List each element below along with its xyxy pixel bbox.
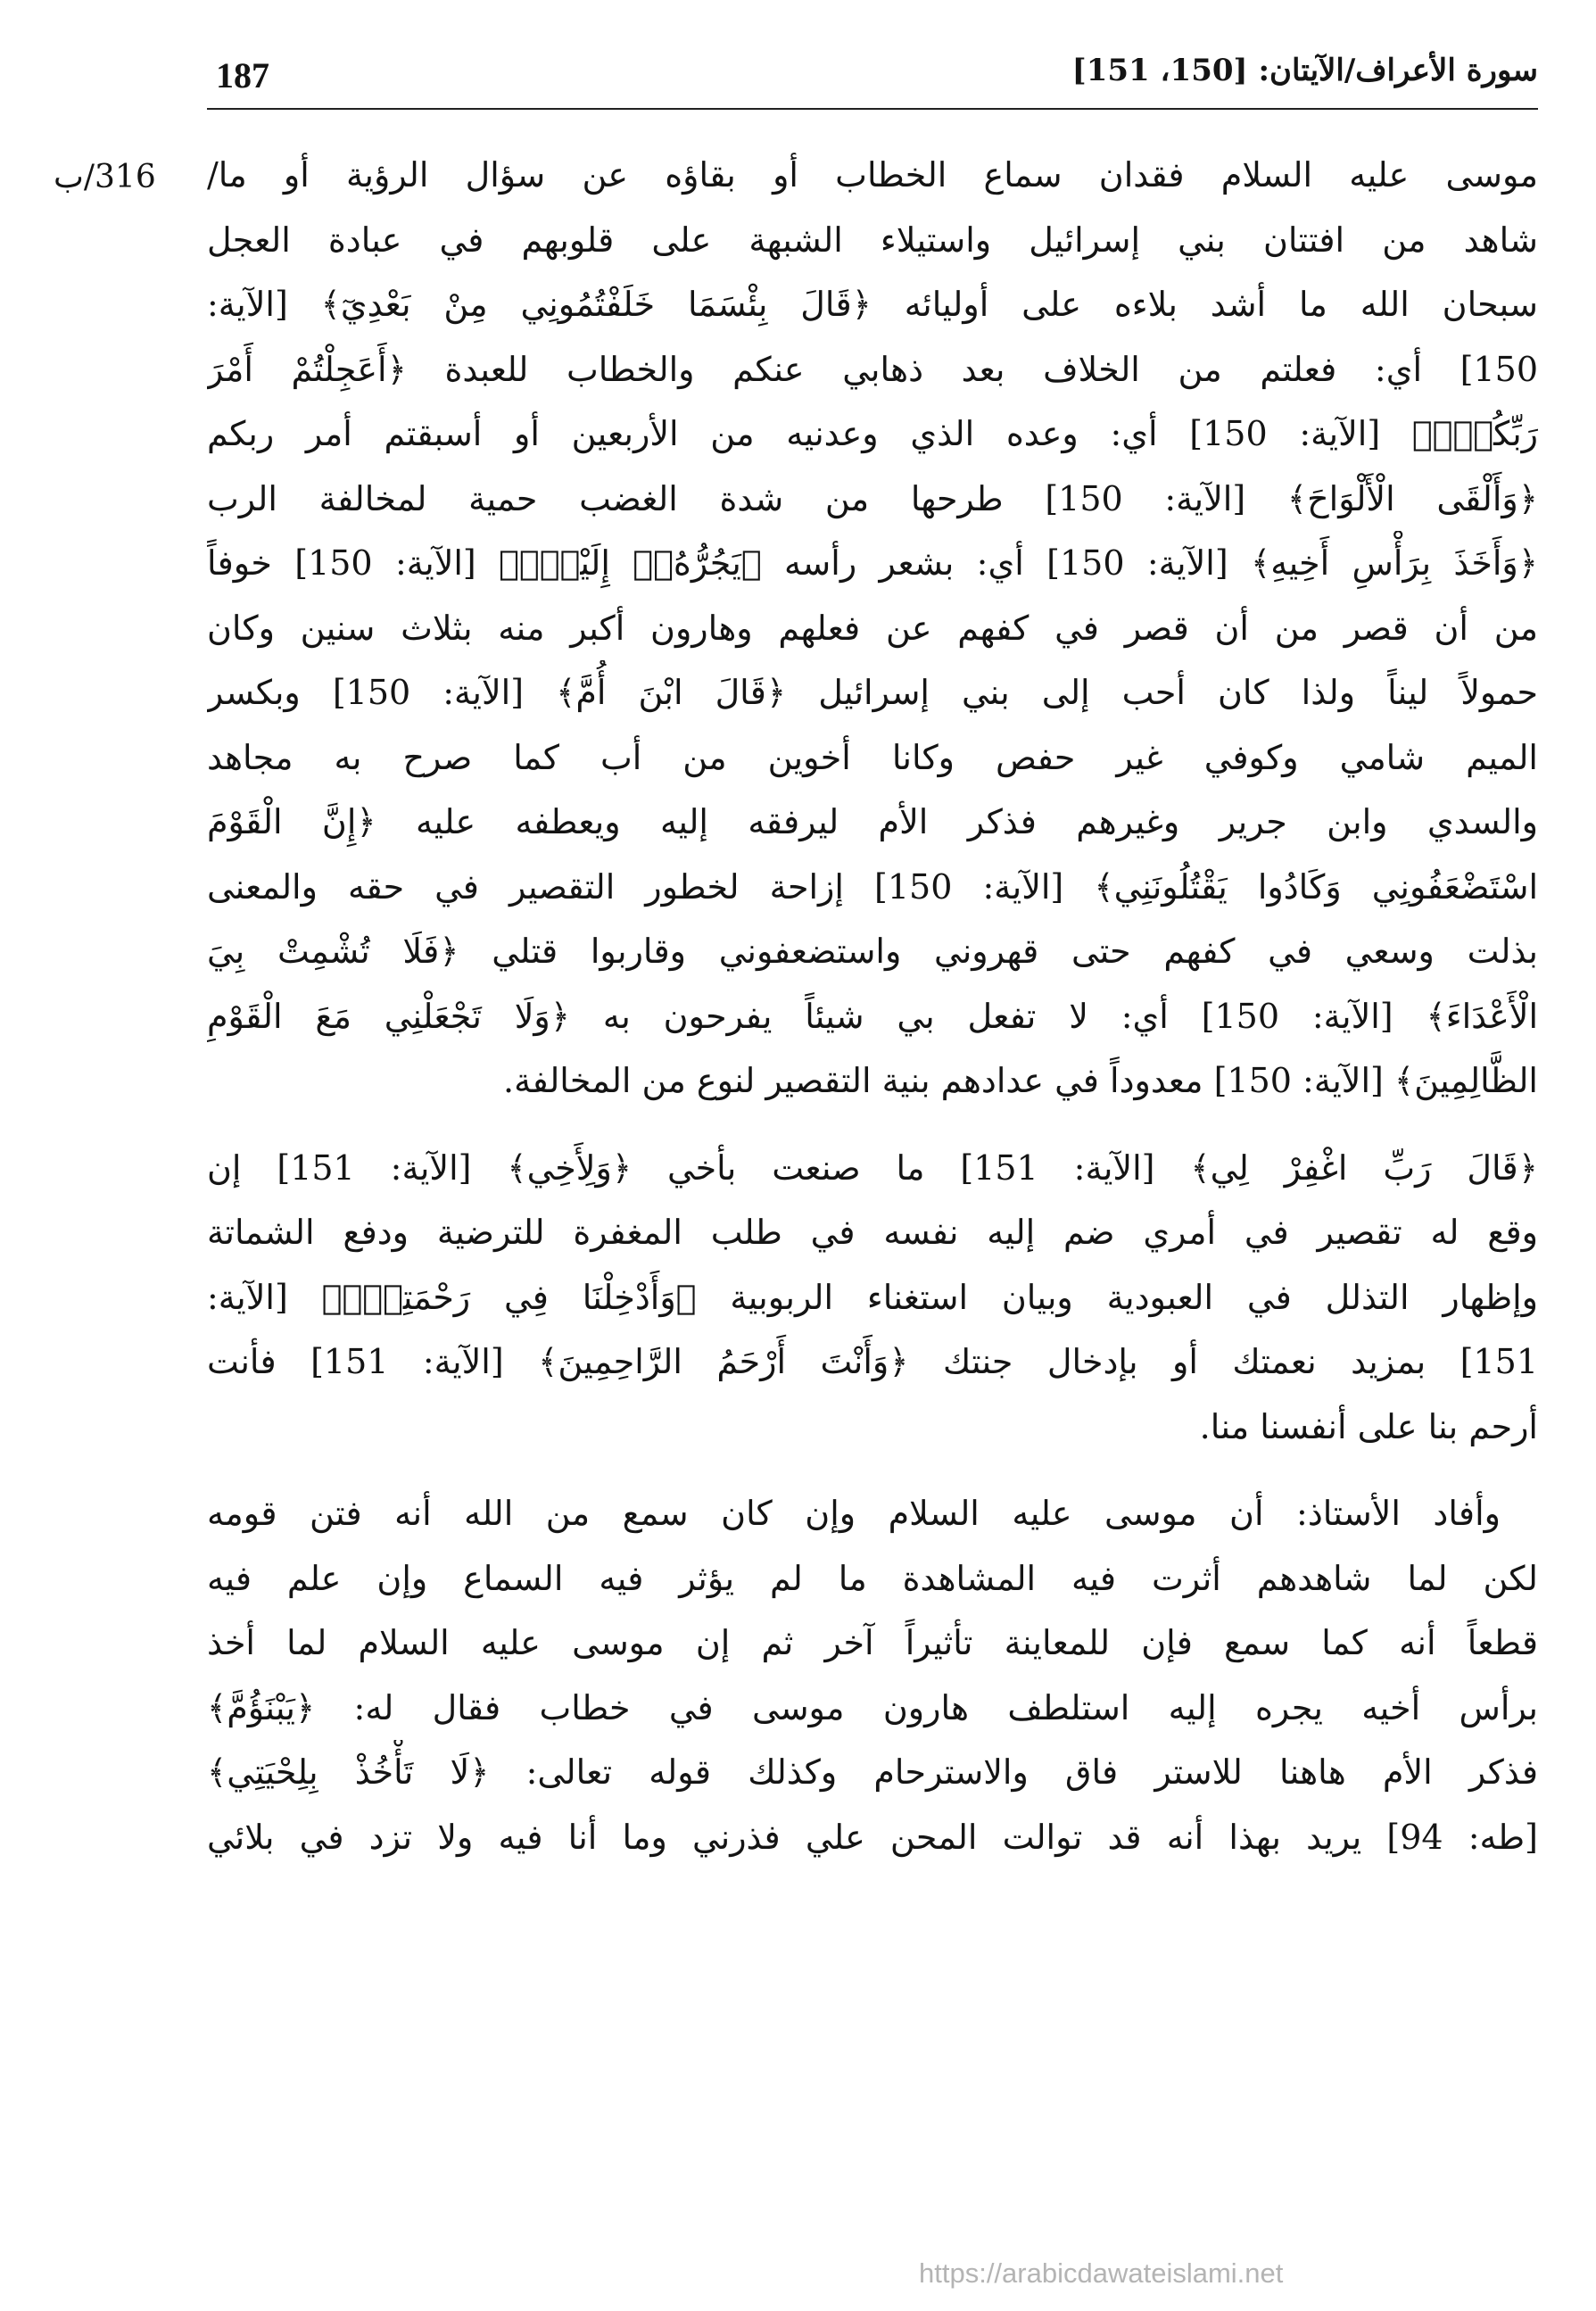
margin-manuscript-reference: 316/ب xyxy=(54,159,156,195)
paragraph-2 xyxy=(207,1136,1538,1460)
text-line: الْأَعْدَاءَ﴾ [الآية: 150] أي: لا تفعل بي شيئاً يفرحون به ﴿وَلَا تَجْعَلْنِي مَعَ الْقَوْمِ xyxy=(207,996,1538,1036)
page-number: 187 xyxy=(216,55,269,95)
text-line: والسدي وابن جرير وغيرهم فذكر الأم ليرفقه إليه ويعطفه عليه ﴿إِنَّ الْقَوْمَ xyxy=(207,802,1538,841)
text-line: الظَّالِمِينَ﴾ [الآية: 150] معدوداً في عدادهم بنية التقصير لنوع من المخالفة. xyxy=(503,1061,1538,1100)
running-title: سورة الأعراف/الآيتان: [150، 151] xyxy=(1071,53,1538,88)
text-line: قطعاً أنه كما سمع فإن للمعاينة تأثيراً آخر ثم إن موسى عليه السلام لما أخذ xyxy=(207,1623,1538,1662)
paragraph-3 xyxy=(207,1481,1538,1869)
text-line: لكن لما شاهدهم أثرت فيه المشاهدة ما لم يؤثر فيه السماع وإن علم فيه xyxy=(207,1558,1538,1598)
text-line: برأس أخيه يجره إليه استلطف هارون موسى في خطاب فقال له: ﴿يَبْنَؤُمَّ﴾ xyxy=(207,1687,1538,1727)
text-line: وأفاد الأستاذ: أن موسى عليه السلام وإن كان سمع من الله أنه فتن قومه xyxy=(207,1494,1501,1533)
text-line: [طه: 94] يريد بهذا أنه قد توالت المحن علي فذرني وما أنا فيه ولا تزد في بلائي xyxy=(207,1817,1538,1857)
text-line: 151] بمزيد نعمتك أو بإدخال جنتك ﴿وَأَنْتَ أَرْحَمُ الرَّاحِمِينَ﴾ [الآية: 151] فأنت xyxy=(207,1342,1538,1381)
text-line: رَبِّكُمْۖ﴾ [الآية: 150] أي: وعده الذي وعدنيه من الأربعين أو أسبقتم أمر ربكم xyxy=(207,414,1538,453)
text-line: ﴿وَأَخَذَ بِرَأْسِ أَخِيهِ﴾ [الآية: 150] أي: بشعر رأسه ﴿يَجُرُّهُۥٓ إِلَيْهِۚ﴾ [الآية: 150] خوفاً xyxy=(207,543,1538,583)
text-line: فذكر الأم هاهنا للاستر فاق والاسترحام وكذلك قوله تعالى: ﴿لَا تَأْخُذْ بِلِحْيَتِي﴾ xyxy=(207,1752,1538,1792)
text-line: الميم شامي وكوفي غير حفص وكانا أخوين من أب كما صرح به مجاهد xyxy=(207,737,1538,777)
text-line: اسْتَضْعَفُونِي وَكَادُوا يَقْتُلُونَنِي﴾ [الآية: 150] إزاحة لخطور التقصير في حقه والمعنى xyxy=(207,866,1538,907)
text-line: موسى عليه السلام فقدان سماع الخطاب أو بقاؤه عن سؤال الرؤية أو ما/ xyxy=(207,155,1538,195)
text-line: ﴿قَالَ رَبِّ اغْفِرْ لِي﴾ [الآية: 151] ما صنعت بأخي ﴿وَلِأَخِي﴾ [الآية: 151] إن xyxy=(207,1147,1538,1188)
text-line: حمولاً ليناً ولذا كان أحب إلى بني إسرائيل ﴿قَالَ ابْنَ أُمَّ﴾ [الآية: 150] وبكسر xyxy=(207,673,1538,712)
body-text xyxy=(207,143,1538,1869)
text-line: من أن قصر من أن قصر في كفهم عن فعلهم وهارون أكبر منه بثلاث سنين وكان xyxy=(207,608,1538,648)
text-line: ﴿وَأَلْقَى الْأَلْوَاحَ﴾ [الآية: 150] طرحها من شدة الغضب حمية لمخالفة الرب xyxy=(207,478,1538,518)
text-line: أرحم بنا على أنفسنا منا. xyxy=(1199,1406,1538,1446)
page-header xyxy=(207,49,1538,104)
text-line: وإظهار التذلل في العبودية وبيان استغناء الربوبية ﴿وَأَدْخِلْنَا فِي رَحْمَتِكَۖ﴾ [الآية: xyxy=(207,1277,1538,1317)
text-line: وقع له تقصير في أمري ضم إليه نفسه في طلب المغفرة للترضية ودفع الشماتة xyxy=(207,1213,1538,1252)
text-line: 150] أي: فعلتم من الخلاف بعد ذهابي عنكم والخطاب للعبدة ﴿أَعَجِلْتُمْ أَمْرَ xyxy=(207,349,1538,389)
watermark-url: https://arabicdawateislami.net xyxy=(919,2257,1284,2289)
paragraph-1 xyxy=(207,143,1538,1114)
text-line: بذلت وسعي في كفهم حتى قهروني واستضعفوني وقاربوا قتلي ﴿فَلَا تُشْمِتْ بِيَ xyxy=(207,932,1538,971)
text-line: شاهد من افتتان بني إسرائيل واستيلاء الشبهة على قلوبهم في عبادة العجل xyxy=(207,220,1538,260)
text-line: سبحان الله ما أشد بلاءه على أوليائه ﴿قَالَ بِئْسَمَا خَلَفْتُمُونِي مِنْ بَعْدِيٓ﴾ [الآية: xyxy=(207,285,1538,324)
header-divider xyxy=(207,108,1538,110)
